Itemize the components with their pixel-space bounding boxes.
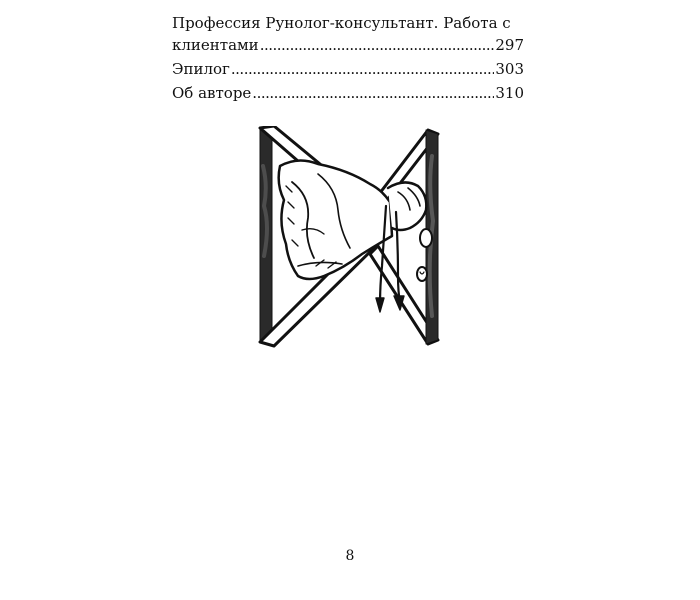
table-of-contents <box>172 12 524 106</box>
toc-entry-ob-avtore[interactable] <box>172 82 524 104</box>
toc-entry-page-number: 297 <box>495 36 524 54</box>
rune-hand-with-cloth-illustration-icon <box>258 126 440 348</box>
toc-entry-page-number: 303 <box>495 60 524 78</box>
toc-entry-title-second-line: клиентами <box>172 36 259 54</box>
toc-entry-epilog[interactable] <box>172 58 524 80</box>
toc-entry-title: Эпилог <box>172 60 230 78</box>
toc-entry-professiya[interactable] <box>172 12 524 56</box>
page-number: 8 <box>345 548 355 564</box>
toc-dot-leader <box>252 82 494 104</box>
toc-entry-title: Об авторе <box>172 84 252 102</box>
toc-dot-leader <box>231 58 494 80</box>
toc-entry-page-number: 310 <box>495 84 524 102</box>
toc-dot-leader <box>260 34 495 56</box>
toc-entry-title-first-line: Профессия Рунолог-консультант. Работа с <box>172 14 511 32</box>
